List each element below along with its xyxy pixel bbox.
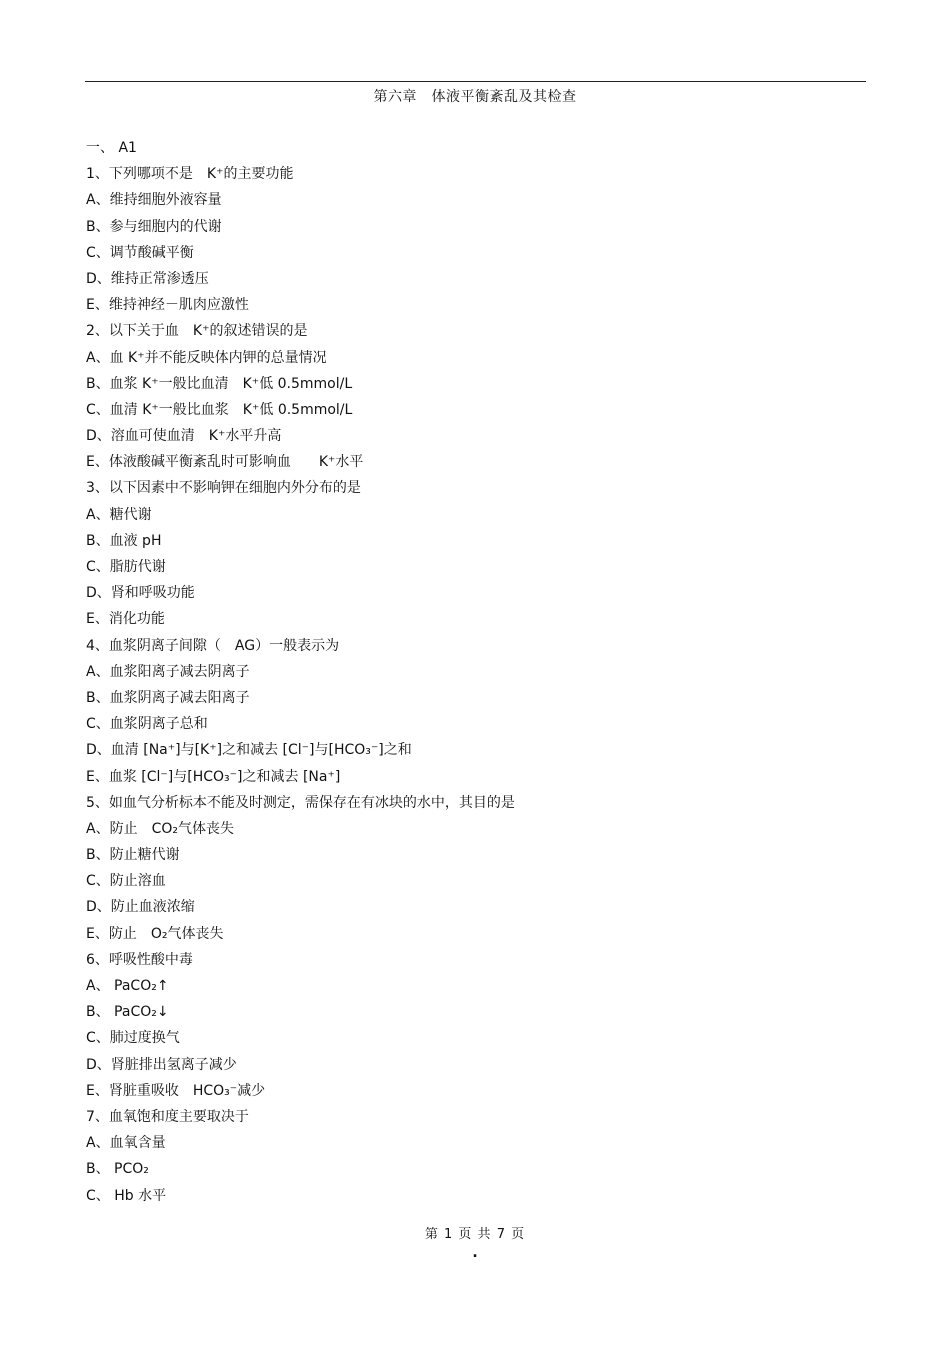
- text-line: A、防止 CO₂气体丧失: [86, 820, 234, 837]
- text-line: D、肾和呼吸功能: [86, 585, 195, 602]
- text-line: E、血浆 [Cl⁻]与[HCO₃⁻]之和减去 [Na⁺]: [86, 768, 341, 785]
- text-line: E、维持神经－肌肉应激性: [86, 297, 249, 314]
- text-line: A、 PaCO₂↑: [86, 978, 169, 994]
- text-line: C、调节酸碱平衡: [86, 244, 194, 261]
- text-line: D、维持正常渗透压: [86, 270, 209, 287]
- text-line: A、血浆阳离子减去阴离子: [86, 663, 250, 680]
- text-line: D、防止血液浓缩: [86, 899, 195, 916]
- text-line: E、消化功能: [86, 611, 165, 628]
- text-line: B、 PaCO₂↓: [86, 1004, 169, 1021]
- text-line: A、糖代谢: [86, 506, 152, 523]
- text-line: B、参与细胞内的代谢: [86, 218, 222, 235]
- text-line: C、肺过度换气: [86, 1030, 180, 1047]
- text-line: 1、下列哪项不是 K⁺的主要功能: [86, 166, 294, 183]
- text-line: E、防止 O₂气体丧失: [86, 925, 224, 942]
- page-number: 第 1 页 共 7 页: [424, 1227, 526, 1242]
- text-line: D、血清 [Na⁺]与[K⁺]之和减去 [Cl⁻]与[HCO₃⁻]之和: [86, 742, 412, 759]
- text-line: E、体液酸碱平衡紊乱时可影响血 K⁺水平: [86, 454, 364, 471]
- text-line: 5、如血气分析标本不能及时测定，需保存在有冰块的水中，其目的是: [86, 794, 515, 811]
- text-line: 2、以下关于血 K⁺的叙述错误的是: [86, 323, 308, 340]
- text-line: B、防止糖代谢: [86, 847, 180, 864]
- text-line: C、血清 K⁺一般比血浆 K⁺低 0.5mmol/L: [86, 401, 353, 418]
- text-line: C、脂肪代谢: [86, 559, 166, 575]
- text-line: A、血氧含量: [86, 1135, 166, 1152]
- footer-dot: .: [472, 1245, 478, 1261]
- text-line: C、防止溶血: [86, 873, 166, 890]
- text-line: B、血浆 K⁺一般比血清 K⁺低 0.5mmol/L: [86, 375, 353, 392]
- text-line: C、血浆阴离子总和: [86, 716, 208, 733]
- text-line: B、血液 pH: [86, 532, 162, 549]
- text-line: D、肾脏排出氢离子减少: [86, 1056, 237, 1073]
- text-line: A、血 K⁺并不能反映体内钾的总量情况: [86, 349, 327, 366]
- text-line: 3、以下因素中不影响钾在细胞内外分布的是: [86, 480, 361, 497]
- text-line: C、 Hb 水平: [86, 1187, 167, 1204]
- text-line: A、维持细胞外液容量: [86, 192, 222, 209]
- text-line: 4、血浆阴离子间隙（ AG）一般表示为: [86, 637, 340, 654]
- text-line: 6、呼吸性酸中毒: [86, 951, 193, 968]
- page-title: 第六章 体液平衡紊乱及其检查: [373, 89, 577, 105]
- text-line: B、 PCO₂: [86, 1161, 149, 1178]
- text-line: B、血浆阴离子减去阳离子: [86, 689, 250, 706]
- text-line: E、肾脏重吸收 HCO₃⁻减少: [86, 1082, 266, 1099]
- text-line: 一、 A1: [86, 140, 137, 156]
- header-rule: [85, 81, 866, 82]
- text-line: 7、血氧饱和度主要取决于: [86, 1108, 249, 1125]
- question-list: [86, 138, 866, 1212]
- text-line: D、溶血可使血清 K⁺水平升高: [86, 428, 282, 445]
